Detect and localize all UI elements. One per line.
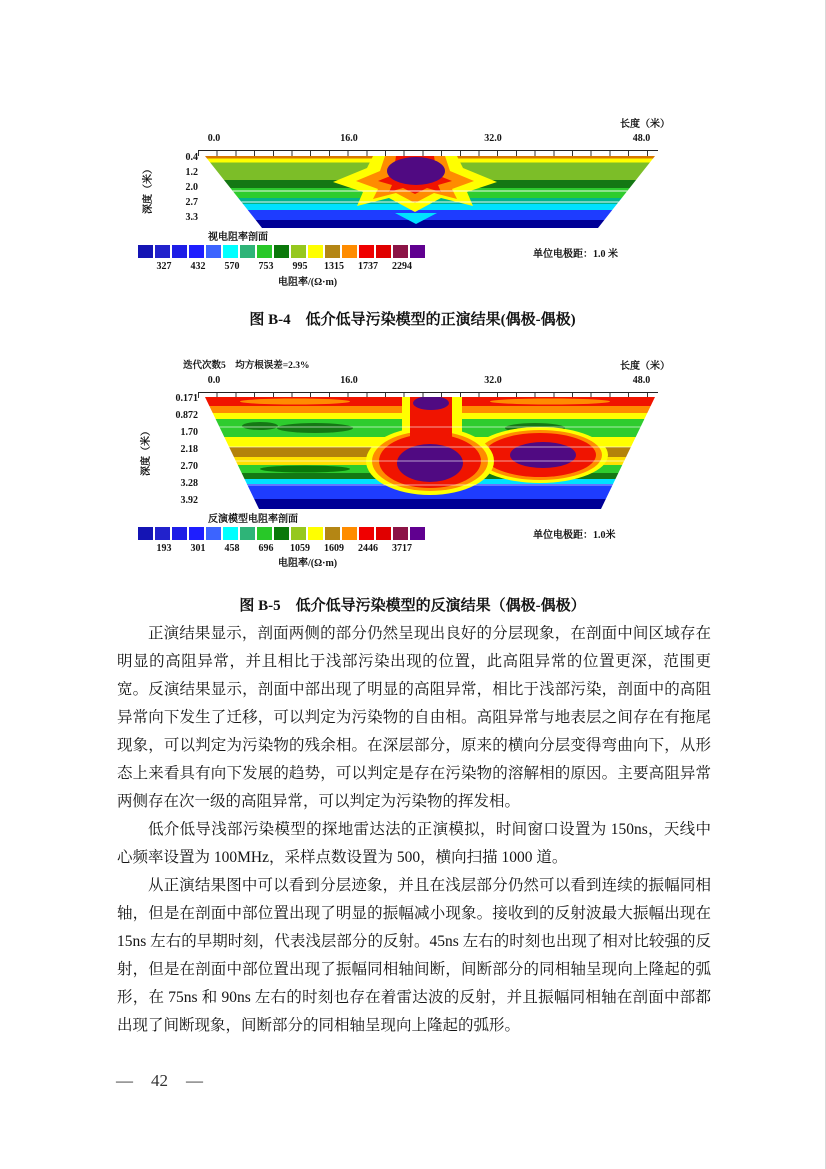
x-tick-label: 32.0 [484,133,502,144]
colorbar-swatch [172,527,187,540]
body-paragraph: 从正演结果图中可以看到分层迹象，并且在浅层部分仍然可以看到连续的振幅同相轴，但是在剖面中部位置出现了明显的振幅减小现象。接收到的反射波最大振幅出现在 15ns 左右的早期时刻，代表浅层部分的反射。45ns 左右的时刻也出现了相对比较强的反射，但是在剖面中部位置出现了振幅同相轴间断，间断部分的同相轴呈现向上隆起的弧形，在 75ns 和 90ns 左右的时刻也存在着雷达波的反射，并且振幅同相轴在剖面中部都出现了间断现象，间断部分的同相轴呈现向上隆起的弧形。 [117,877,711,1034]
colorbar-swatch [155,245,170,258]
colorbar-swatch [206,527,221,540]
colorbar-swatch [240,527,255,540]
colorbar-swatch [138,527,153,540]
colorbar-value: 753 [258,261,274,272]
figure-b5-y-ticks [156,394,198,506]
x-tick-label: 32.0 [484,375,502,386]
footer-right-dash: — [186,1071,203,1090]
figure-b4-depth-axis-label: 深度（米） [143,164,154,214]
colorbar-swatch [291,245,306,258]
figure-b5-electrode-note: 单位电极距：1.0米 [533,530,616,541]
depth-tick-label: 3.28 [180,478,198,489]
colorbar-value: 696 [258,543,274,554]
depth-tick-label: 0.872 [175,410,198,421]
x-tick-label: 48.0 [632,133,651,144]
colorbar-value: 1737 [358,261,378,272]
depth-tick-label: 2.18 [180,444,198,455]
figure-b5 [128,358,694,593]
figure-b5-length-axis-label: 长度（米） [620,361,670,372]
colorbar-swatch [257,245,272,258]
figure-b4-profile-label: 视电阻率剖面 [208,232,268,243]
footer-left-dash: — [116,1071,133,1090]
colorbar-swatch [138,245,153,258]
colorbar-swatch [223,527,238,540]
colorbar-value: 2294 [392,261,412,272]
colorbar-swatch [308,527,323,540]
x-tick-label: 16.0 [340,133,358,144]
colorbar-swatch [393,245,408,258]
body-paragraph: 低介低导浅部污染模型的探地雷达法的正演模拟，时间窗口设置为 150ns，天线中心频率设置为 100MHz，采样点数设置为 500，横向扫描 1000 道。 [117,821,711,866]
body-text [117,620,711,1040]
figure-b5-depth-axis-label: 深度（米） [141,426,152,476]
figure-b4-length-axis-label: 长度（米） [620,119,670,130]
body-paragraph: 正演结果显示，剖面两侧的部分仍然呈现出良好的分层现象，在剖面中间区域存在明显的高阻异常，并且相比于浅部污染出现的位置，此高阻异常的位置更深，范围更宽。反演结果显示，剖面中部出现了明显的高阻异常，相比于浅部污染，剖面中的高阻异常向下发生了迁移，可以判定为污染物的自由相。高阻异常与地表层之间存在有拖尾现象，可以判定为污染物的残余相。在深层部分，原来的横向分层变得弯曲向下，从形态上来看具有向下发展的趋势，可以判定是存在污染物的溶解相的原因。主要高阻异常两侧存在次一级的高阻异常，可以判定为污染物的挥发相。 [117,625,711,810]
colorbar-swatch [393,527,408,540]
depth-tick-label: 3.92 [180,495,198,506]
colorbar-swatch [274,245,289,258]
colorbar-swatch [359,527,374,540]
colorbar-swatch [308,245,323,258]
page-footer [116,1071,203,1091]
colorbar-value: 193 [156,543,172,554]
colorbar-value: 1315 [324,261,344,272]
depth-tick-label: 2.0 [185,182,198,193]
colorbar-swatch [189,245,204,258]
x-tick-label: 48.0 [632,375,651,386]
colorbar-swatch [189,527,204,540]
colorbar-value: 432 [190,261,206,272]
colorbar-swatch [342,245,357,258]
figure-b5-caption: 图 B-5 低介低导污染模型的反演结果（偶极-偶极） [239,598,586,614]
colorbar-swatch [206,245,221,258]
figure-b5-colorbar-values [138,544,419,554]
depth-tick-label: 1.2 [185,167,198,178]
figure-b5-colorbar [138,527,425,540]
resistivity-section-b4 [205,156,655,228]
figure-b4-colorbar [138,245,425,258]
depth-tick-label: 3.3 [185,212,198,223]
colorbar-value: 301 [190,543,206,554]
colorbar-swatch [291,527,306,540]
colorbar-value: 458 [224,543,240,554]
colorbar-swatch [325,527,340,540]
depth-tick-label: 1.70 [180,427,198,438]
x-tick-label: 0.0 [207,133,221,144]
colorbar-swatch [172,245,187,258]
page-number: 42 [151,1071,168,1090]
colorbar-swatch [257,527,272,540]
colorbar-swatch [359,245,374,258]
colorbar-swatch [223,245,238,258]
depth-tick-label: 0.4 [185,152,198,163]
colorbar-swatch [410,527,425,540]
figure-b4-x-ticks [205,134,655,146]
colorbar-value: 1059 [290,543,310,554]
figure-b5-profile-label: 反演模型电阻率剖面 [208,514,298,525]
colorbar-value: 570 [224,261,240,272]
depth-tick-label: 2.70 [180,461,198,472]
colorbar-swatch [376,527,391,540]
colorbar-swatch [376,245,391,258]
colorbar-swatch [325,245,340,258]
figure-b5-iteration-note: 迭代次数5 均方根误差=2.3% [183,361,310,371]
colorbar-swatch [240,245,255,258]
depth-tick-label: 2.7 [185,197,198,208]
figure-b4-resistivity-label: 电阻率/(Ω·m) [278,277,338,288]
colorbar-value: 327 [156,261,172,272]
figure-b4 [128,120,694,300]
colorbar-value: 1609 [324,543,344,554]
figure-b5-x-ticks [205,376,655,388]
colorbar-swatch [155,527,170,540]
colorbar-value: 2446 [358,543,378,554]
figure-b4-electrode-note: 单位电极距：1.0 米 [533,249,618,260]
figure-b4-y-ticks [162,153,198,223]
colorbar-swatch [410,245,425,258]
figure-b5-resistivity-label: 电阻率/(Ω·m) [278,558,338,569]
colorbar-value: 3717 [392,543,412,554]
figure-b4-colorbar-values [138,262,419,272]
figure-b4-caption: 图 B-4 低介低导污染模型的正演结果(偶极-偶极) [249,312,576,328]
x-tick-label: 16.0 [340,375,358,386]
colorbar-swatch [342,527,357,540]
depth-tick-label: 0.171 [175,393,198,404]
resistivity-section-b5 [205,397,655,509]
colorbar-value: 995 [292,261,308,272]
colorbar-swatch [274,527,289,540]
x-tick-label: 0.0 [207,375,221,386]
